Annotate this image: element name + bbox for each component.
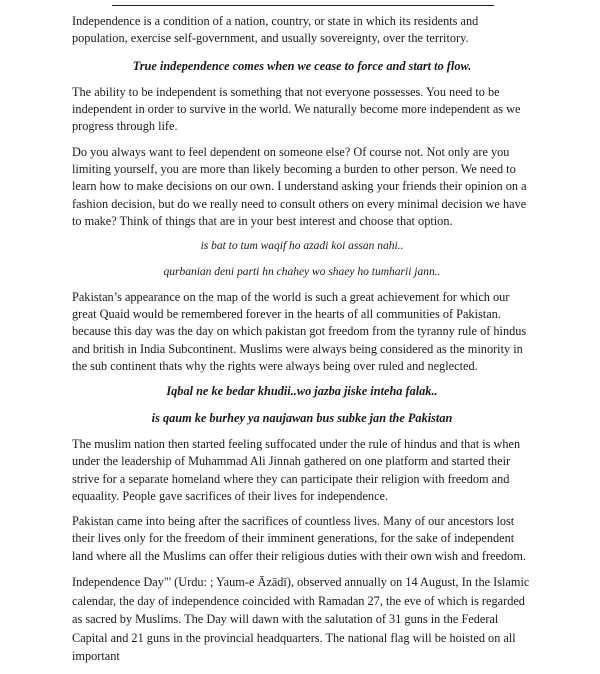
paragraph-definition: Independence is a condition of a nation, country, or state in which its residents and population, exercise self-government, and usually sovereignty, over the territory.: [72, 14, 479, 46]
paragraph-pakistan-appearance: Pakistan’s appearance on the map of the world is such a great achievement for which our great Quaid would be remembered forever in the hearts of all communities of Pakistan. because this day was the day on which pakistan got freedom from the tyranny rule of hindus and british in India Subcontinent. Muslims were always being considered as the minority in the sub continent thats why the rights were always being over ruled and neglected.: [72, 289, 527, 374]
paragraph-muslim-nation: The muslim nation then started feeling suffocated under the rule of hindus and that is when under the leadership of Muhammad Ali Jinnah gathered on one platform and started their strive for a separate homeland where they can participate their religion with freedom and equaality. People gave sacrifices of their lives for independence.: [72, 436, 521, 503]
quote-true-independence: True independence comes when we cease to force and start to flow.: [132, 58, 472, 73]
poem-line-2: qurbanian deni parti hn chahey wo shaey ho tumharii jann..: [163, 265, 441, 278]
document-body: [72, 13, 532, 674]
paragraph-ability: The ability to be independent is something that not everyone possesses. You need to be independent in order to survive in the world. We naturally become more independent as we progress through life.: [72, 84, 521, 134]
poem-line-4: is qaum ke burhey ya naujawan bus subke jan the Pakistan: [151, 410, 453, 425]
paragraph-sacrifices: Pakistan came into being after the sacrifices of countless lives. Many of our ancestors lost their lives only for the freedom of their imminent generations, for the sake of independent land where all the Muslims can offer their religious duties with their own wish and freedom.: [72, 514, 526, 563]
paragraph-independence-day: Independence Day"' (Urdu: ; Yaum-e Āzādī), observed annually on 14 August, In the Islamic calendar, the day of independence coincided with Ramadan 27, the eve of which is regarded as sacred by Muslims. The Day will dawn with the salutation of 31 guns in the Federal Capital and 21 guns in the provincial headquarters. The national flag will be hoisted on all important: [72, 575, 530, 664]
poem-line-3: Iqbal ne ke bedar khudii..wo jazba jiske inteha falak..: [166, 384, 438, 399]
paragraph-dependent: Do you always want to feel dependent on someone else? Of course not. Not only are you limiting yourself, you are more than likely becoming a burden to other person. We need to learn how to make decisions on our own. I understand asking your friends their opinion on a fashion decision, but do we really need to consult others on every minimal decision we have to make? Think of things that are in your best interest and choose that option.: [72, 144, 527, 228]
poem-line-1: is bat to tum waqif ho azadi koi assan nahi..: [200, 240, 404, 253]
document-title: [112, 0, 494, 6]
